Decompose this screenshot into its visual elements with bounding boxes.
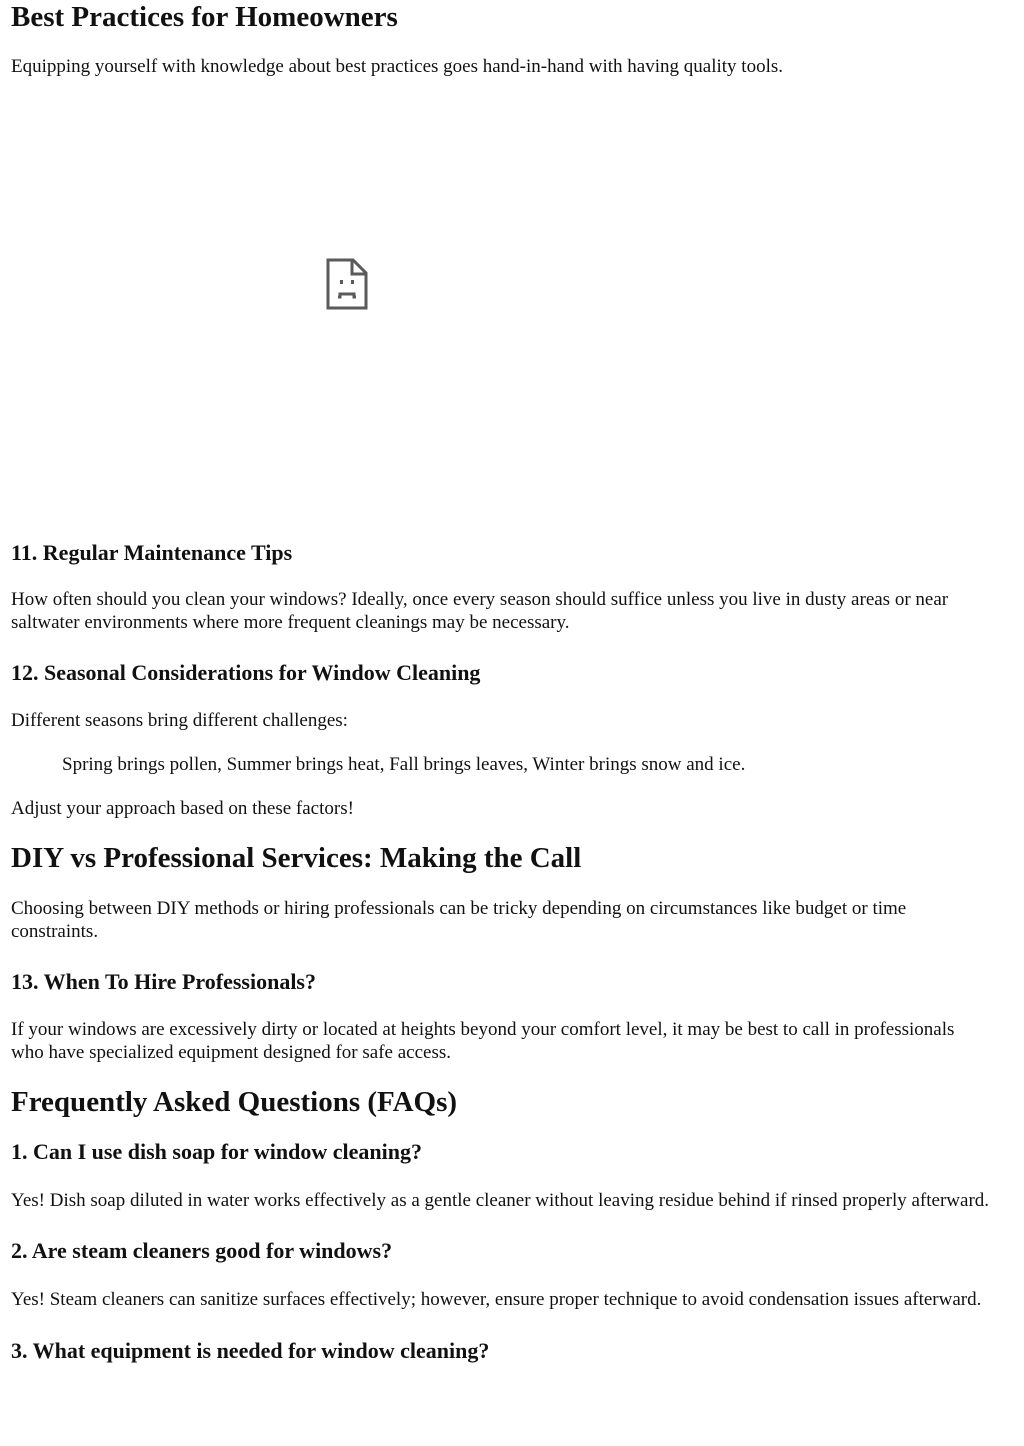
tip-13-body: If your windows are excessively dirty or located at heights beyond your comfort level, it may be best to call in professionals who have specialized equipment designed for safe access.	[11, 1019, 955, 1063]
heading-best-practices: Best Practices for Homeowners	[11, 1, 398, 33]
tip-12-outro: Adjust your approach based on these factors!	[11, 798, 354, 819]
faq-answer-1: Yes! Dish soap diluted in water works effectively as a gentle cleaner without leaving residue behind if rinsed properly afterward.	[11, 1190, 990, 1211]
heading-tip-12: 12. Seasonal Considerations for Window Cleaning	[11, 660, 481, 685]
tip-12-quote: Spring brings pollen, Summer brings heat, Fall brings leaves, Winter brings snow and ice.	[62, 754, 746, 775]
article-image	[11, 88, 683, 513]
tip-11-body: How often should you clean your windows? Ideally, once every season should suffice unless you live in dusty areas or near saltwater environments where more frequent cleanings may be necessary.	[11, 589, 949, 633]
faq-question-2: 2. Are steam cleaners good for windows?	[11, 1238, 393, 1263]
tip-12-intro: Different seasons bring different challenges:	[11, 710, 348, 731]
best-practices-intro: Equipping yourself with knowledge about best practices goes hand-in-hand with having quality tools.	[11, 56, 783, 77]
faq-question-1: 1. Can I use dish soap for window cleaning?	[11, 1139, 422, 1164]
heading-diy-vs-pro: DIY vs Professional Services: Making the Call	[11, 842, 582, 874]
broken-image-icon	[325, 257, 369, 311]
faq-question-3: 3. What equipment is needed for window cleaning?	[11, 1338, 490, 1363]
heading-faq: Frequently Asked Questions (FAQs)	[11, 1086, 458, 1118]
heading-tip-13: 13. When To Hire Professionals?	[11, 969, 316, 994]
diy-body: Choosing between DIY methods or hiring professionals can be tricky depending on circumstances like budget or time constraints.	[11, 898, 907, 942]
heading-tip-11: 11. Regular Maintenance Tips	[11, 540, 293, 565]
faq-answer-2: Yes! Steam cleaners can sanitize surfaces effectively; however, ensure proper technique to avoid condensation issues afterward.	[11, 1289, 982, 1310]
